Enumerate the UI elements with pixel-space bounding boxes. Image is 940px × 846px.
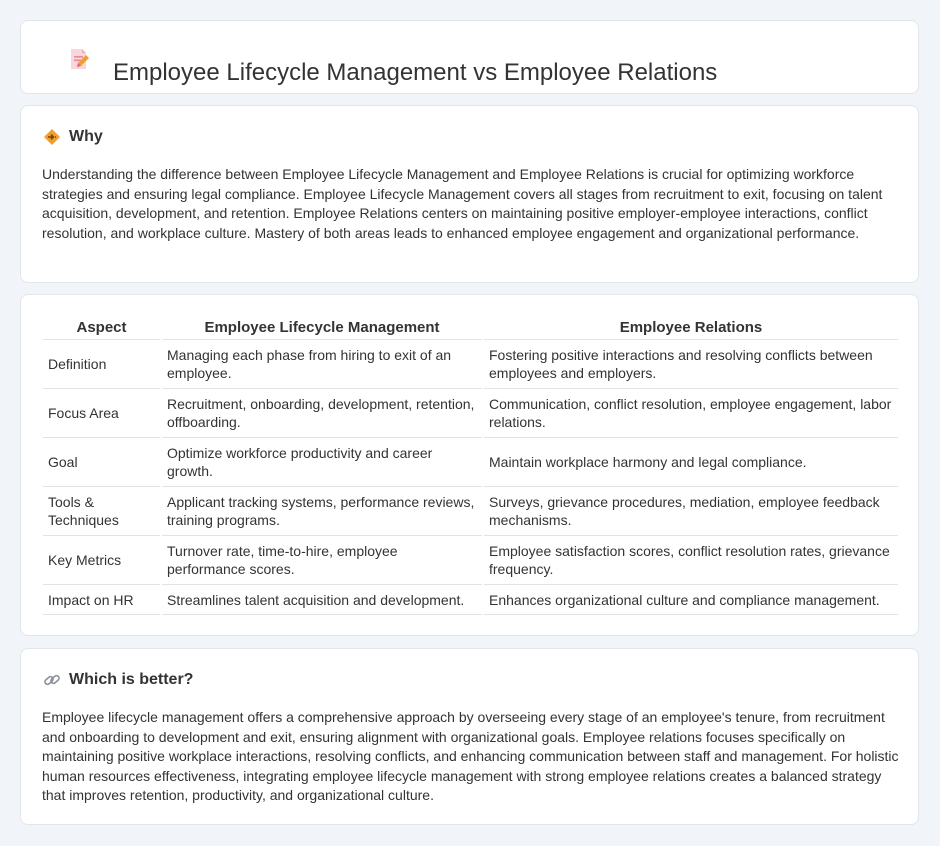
why-heading: Why <box>69 128 103 145</box>
table-row <box>43 438 898 487</box>
better-heading: Which is better? <box>69 671 194 688</box>
comparison-table-card <box>20 294 919 636</box>
better-text: Employee lifecycle management offers a comprehensive approach by overseeing every stage of an employee's tenure, from recruitment and onboarding to development and exit, ensuring alignment with organizational goals. Employee relations focuses specifically on maintaining positive workplace interactions, resolving conflicts, and enhancing communication between staff and management. For holistic human resources effectiveness, integrating employee lifecycle management with strong employee relations creates a balanced strategy that improves retention, productivity, and organizational culture. <box>42 709 899 803</box>
document-edit-icon <box>67 47 91 71</box>
table-row <box>43 389 898 438</box>
lifecycle-cell: Managing each phase from hiring to exit of an employee. <box>161 340 483 389</box>
better-heading-row <box>43 671 193 689</box>
relations-cell: Surveys, grievance procedures, mediation, employee feedback mechanisms. <box>483 487 898 536</box>
column-header: Employee Relations <box>483 317 898 340</box>
table-row <box>43 340 898 389</box>
title-card <box>20 20 919 94</box>
aspect-cell: Goal <box>43 438 161 487</box>
relations-cell: Fostering positive interactions and resolving conflicts between employees and employers. <box>483 340 898 389</box>
table-row <box>43 487 898 536</box>
aspect-cell: Impact on HR <box>43 585 161 615</box>
relations-cell: Communication, conflict resolution, employee engagement, labor relations. <box>483 389 898 438</box>
table-row <box>43 585 898 615</box>
diamond-arrows-icon <box>43 128 61 146</box>
relations-cell: Employee satisfaction scores, conflict resolution rates, grievance frequency. <box>483 536 898 585</box>
relations-cell: Maintain workplace harmony and legal compliance. <box>483 438 898 487</box>
relations-cell: Enhances organizational culture and compliance management. <box>483 585 898 615</box>
aspect-cell: Tools & Techniques <box>43 487 161 536</box>
aspect-cell: Key Metrics <box>43 536 161 585</box>
link-icon <box>43 671 61 689</box>
comparison-table <box>43 317 898 615</box>
table-header-row <box>43 317 898 340</box>
lifecycle-cell: Optimize workforce productivity and career growth. <box>161 438 483 487</box>
aspect-cell: Definition <box>43 340 161 389</box>
table-row <box>43 536 898 585</box>
lifecycle-cell: Applicant tracking systems, performance reviews, training programs. <box>161 487 483 536</box>
aspect-cell: Focus Area <box>43 389 161 438</box>
why-section <box>20 105 919 283</box>
column-header: Employee Lifecycle Management <box>161 317 483 340</box>
why-text: Understanding the difference between Employee Lifecycle Management and Employee Relations is crucial for optimizing workforce strategies and ensuring legal compliance. Employee Lifecycle Management covers all stages from recruitment to exit, focusing on talent acquisition, development, and retention. Employee Relations centers on maintaining positive employer-employee interactions, conflict resolution, and workplace culture. Mastery of both areas leads to enhanced employee engagement and organizational performance. <box>42 166 883 241</box>
which-is-better-section <box>20 648 919 825</box>
page-title: Employee Lifecycle Management vs Employee Relations <box>113 59 718 86</box>
lifecycle-cell: Turnover rate, time-to-hire, employee performance scores. <box>161 536 483 585</box>
why-heading-row <box>43 128 103 146</box>
lifecycle-cell: Recruitment, onboarding, development, retention, offboarding. <box>161 389 483 438</box>
column-header: Aspect <box>43 317 161 340</box>
lifecycle-cell: Streamlines talent acquisition and development. <box>161 585 483 615</box>
